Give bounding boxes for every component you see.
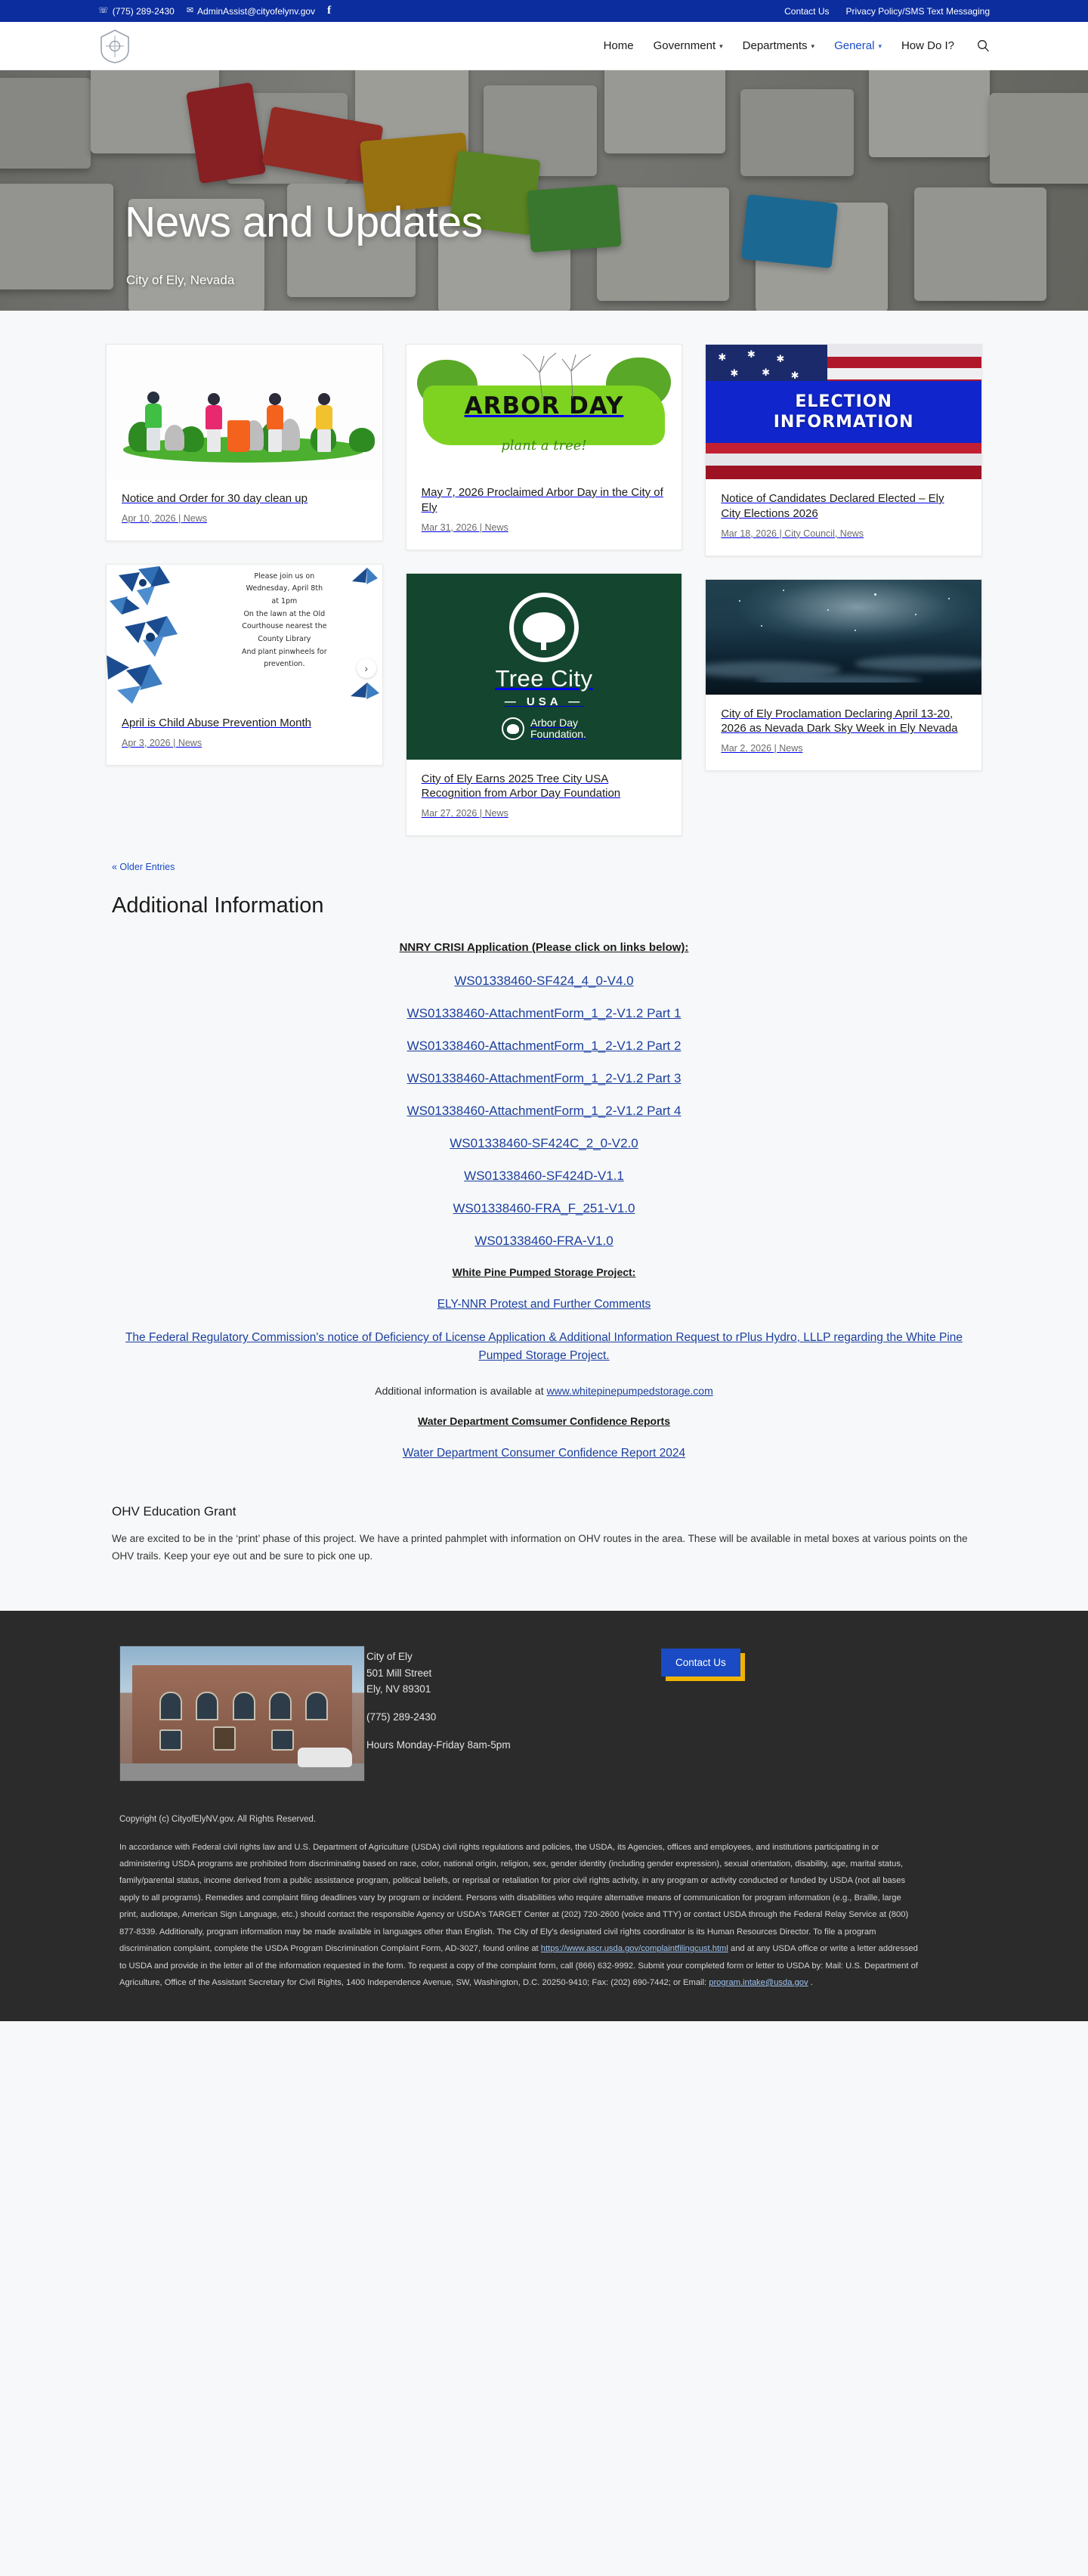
news-card[interactable]	[705, 579, 982, 772]
news-card-meta: Apr 10, 2026 | News	[122, 512, 208, 524]
news-card[interactable]	[705, 344, 982, 556]
white-pine-info-line	[106, 1385, 982, 1397]
news-card-image	[107, 565, 382, 704]
chevron-down-icon: ▾	[719, 42, 723, 50]
footer-city-state-zip: Ely, NV 89301	[366, 1683, 431, 1695]
crisi-document-link[interactable]: WS01338460-SF424C_2_0-V2.0	[450, 1136, 638, 1151]
pinwheel-flyer-illustration	[107, 565, 382, 704]
news-card-title: City of Ely Proclamation Declaring April 13-20, 2026 as Nevada Dark Sky Week in Ely Nevada	[721, 707, 958, 735]
election-line-2: INFORMATION	[773, 412, 914, 432]
crisi-document-link[interactable]: WS01338460-AttachmentForm_1_2-V1.2 Part 1	[406, 1006, 682, 1021]
crisi-document-link[interactable]: WS01338460-AttachmentForm_1_2-V1.2 Part 4	[406, 1104, 682, 1119]
news-card-meta: Mar 31, 2026 | News	[421, 522, 508, 533]
topbar-links-group	[784, 6, 990, 17]
nav-item-government[interactable]	[654, 39, 723, 52]
tree-city-usa-logo	[406, 574, 682, 760]
news-card-meta: Apr 3, 2026 | News	[122, 737, 202, 748]
news-card-title: May 7, 2026 Proclaimed Arbor Day in the City of Ely	[421, 486, 663, 514]
phone-icon: ☏	[98, 6, 109, 15]
site-footer	[0, 1611, 1088, 2022]
nav-label-general: General	[834, 39, 875, 52]
water-ccr-2024-link[interactable]: Water Department Consumer Confidence Report 2024	[402, 1447, 686, 1460]
top-utility-bar	[0, 0, 1088, 22]
news-card[interactable]	[106, 344, 383, 541]
flyer-line: Courthouse nearest the	[242, 622, 327, 631]
topbar-contact-us-link[interactable]: Contact Us	[784, 5, 830, 17]
legal-paragraph-3: .	[808, 1977, 813, 1987]
footer-address-column	[366, 1646, 661, 1754]
city-seal-icon	[98, 28, 131, 64]
crisi-document-link[interactable]: WS01338460-FRA_F_251-V1.0	[453, 1201, 635, 1216]
contact-us-button[interactable]: Contact Us	[661, 1649, 740, 1677]
mail-icon: ✉	[186, 6, 194, 15]
news-card[interactable]	[406, 573, 683, 837]
tree-city-usa-text: — USA —	[504, 695, 584, 709]
flyer-line: Please join us on	[254, 571, 315, 581]
nav-item-general[interactable]	[834, 39, 882, 52]
footer-phone: (775) 289-2430	[366, 1711, 437, 1723]
white-pine-ferc-notice-link[interactable]: The Federal Regulatory Commission's notice of Deficiency of License Application & Additional Information Request to rPlus Hydro, LLLP regarding the White Pine Pumped Storage Project.	[125, 1331, 963, 1363]
arbor-day-illustration	[406, 345, 682, 473]
footer-city-name: City of Ely	[366, 1650, 413, 1662]
flyer-text	[196, 571, 373, 671]
chevron-down-icon: ▾	[811, 42, 815, 50]
white-pine-website-link[interactable]: www.whitepinepumpedstorage.com	[546, 1385, 713, 1398]
flyer-line: County Library	[258, 634, 311, 643]
arbor-day-word: ARBOR DAY	[464, 392, 624, 420]
additional-information-section	[106, 859, 982, 1474]
nav-label-how-do-i: How Do I?	[901, 39, 954, 52]
page-title: News and Updates	[125, 198, 483, 247]
dark-sky-photo	[706, 580, 981, 695]
news-card-title: Notice of Candidates Declared Elected – Ely City Elections 2026	[721, 492, 944, 520]
crisi-document-link[interactable]: WS01338460-SF424D-V1.1	[464, 1169, 624, 1184]
nav-item-departments[interactable]	[743, 39, 814, 52]
ohv-body-text: We are excited to be in the ‘print’ phase of this project. We have a printed pahmplet with information on OHV routes in the area. These will be available in metal boxes at various points on the OHV trails. Keep your eye out and be sure to pick one up.	[112, 1533, 968, 1562]
flyer-line: prevention.	[264, 660, 305, 669]
legal-paragraph-1: In accordance with Federal civil rights law and U.S. Department of Agriculture (USDA) civil rights regulations and policies, the USDA, its Agencies, offices and employees, and institutions participating in or administering USDA programs are prohibited from discriminating based on race, color, national origin, religion, sex, gender identity (including gender expression), sexual orientation, disability, age, marital status, family/parental status, income derived from a public assistance program, political beliefs, or reprisal or retaliation for prior civil rights activity, in any program or activity conducted or funded by USDA (not all bases apply to all programs). Remedies and complaint filing deadlines vary by program or incident. Persons with disabilities who require alternative means of communication for program information (e.g., Braille, large print, audiotape, American Sign Language, etc.) should contact the responsible Agency or USDA's TARGET Center at (202) 720-2600 (voice and TTY) or contact USDA through the Federal Relay Service at (800) 877-8339. Additionally, program information may be made available in languages other than English. The City of Ely's designated civil rights coordinator is its Human Resources Director. To file a program discrimination complaint, complete the USDA Program Discrimination Complaint Form, AD-3027, found online at	[119, 1842, 909, 1954]
crisi-document-link[interactable]: WS01338460-AttachmentForm_1_2-V1.2 Part 2	[406, 1039, 682, 1054]
additional-information-heading: Additional Information	[112, 893, 324, 918]
older-entries-link[interactable]: « Older Entries	[112, 862, 175, 873]
footer-copyright: Copyright (c) CityofElyNV.gov. All Rights Reserved.	[119, 1814, 317, 1824]
search-button[interactable]	[974, 39, 990, 52]
crisi-document-link[interactable]: WS01338460-SF424_4_0-V4.0	[454, 974, 634, 989]
white-pine-protest-link[interactable]: ELY-NNR Protest and Further Comments	[437, 1298, 651, 1311]
footer-button-column	[661, 1646, 982, 1677]
search-icon	[977, 39, 990, 52]
topbar-contact-group	[98, 5, 331, 17]
news-card-title: Notice and Order for 30 day clean up	[122, 492, 308, 505]
page-subtitle: City of Ely, Nevada	[126, 273, 235, 287]
topbar-email-link[interactable]	[187, 6, 315, 17]
nav-item-how-do-i[interactable]	[901, 39, 954, 52]
flyer-line: On the lawn at the Old	[243, 609, 326, 618]
news-card-meta: Mar 18, 2026 | City Council, News	[721, 528, 864, 539]
footer-image-column	[106, 1646, 366, 1782]
nav-item-home[interactable]	[604, 39, 634, 52]
nav-label-home: Home	[603, 39, 634, 52]
election-information-graphic: ✱ ✱ ✱ ✱ ✱ ✱ ELECTION INFORMATION	[706, 345, 981, 479]
main-navigation	[604, 39, 990, 52]
topbar-privacy-policy-link[interactable]: Privacy Policy/SMS Text Messaging	[845, 5, 990, 17]
facebook-link[interactable]	[327, 5, 331, 17]
usda-complaint-form-link[interactable]: https://www.ascr.usda.gov/complaintfilingcust.html	[540, 1944, 728, 1954]
site-header	[0, 22, 1088, 70]
adf-line-1: Arbor Day	[530, 717, 579, 729]
crisi-document-link[interactable]: WS01338460-FRA-V1.0	[474, 1234, 614, 1249]
tree-icon	[509, 593, 579, 662]
nav-label-government: Government	[653, 39, 716, 52]
flyer-line: at 1pm	[271, 597, 298, 606]
water-department-heading: Water Department Comsumer Confidence Reports	[418, 1415, 670, 1428]
white-pine-info-prefix: Additional information is available at	[375, 1385, 547, 1398]
flyer-line: And plant pinwheels for	[241, 647, 327, 656]
crisi-heading: NNRY CRISI Application (Please click on links below):	[399, 941, 689, 955]
chevron-down-icon: ▾	[878, 42, 882, 50]
news-card-image	[107, 345, 382, 479]
news-card-title: City of Ely Earns 2025 Tree City USA Recognition from Arbor Day Foundation	[421, 772, 621, 800]
arbor-day-script: plant a tree!	[501, 438, 587, 454]
news-card-image	[406, 574, 682, 760]
flyer-line: Wednesday, April 8th	[246, 584, 323, 593]
cleanup-illustration	[107, 345, 382, 479]
news-card-title: April is Child Abuse Prevention Month	[122, 716, 311, 729]
legal-paragraph-2: and at any USDA office or write a letter addressed to USDA and provide in the letter all of the information requested in the form. To request a copy of the complaint form, call (866) 632-9992. Submit your completed form or letter to USDA by: Mail: U.S. Department of Agriculture, Office of the Assistant Secretary for Civil Rights, 1400 Independence Avenue, SW, Washington, D.C. 20250-9410; Fax: (202) 690-7442; or Email:	[119, 1944, 918, 1987]
news-card-image	[706, 345, 981, 479]
news-card[interactable]	[106, 564, 383, 766]
footer-legal-notice	[106, 1839, 982, 1992]
election-line-1: ELECTION	[795, 392, 892, 411]
topbar-phone-link[interactable]	[98, 6, 175, 17]
crisi-document-link[interactable]: WS01338460-AttachmentForm_1_2-V1.2 Part 3	[406, 1071, 682, 1086]
news-card-image	[706, 580, 981, 695]
news-card-section	[0, 311, 1088, 859]
usda-email-link[interactable]: program.intake@usda.gov	[709, 1977, 808, 1987]
site-logo[interactable]	[98, 28, 131, 64]
ohv-heading: OHV Education Grant	[112, 1504, 236, 1519]
crisi-links-block	[106, 918, 982, 1474]
footer-hours: Hours Monday-Friday 8am-5pm	[366, 1739, 511, 1751]
city-hall-photo	[119, 1646, 365, 1782]
news-card-image	[406, 345, 682, 473]
topbar-email-text: AdminAssist@cityofelynv.gov	[197, 5, 316, 17]
tree-city-name: Tree City	[495, 665, 593, 692]
hero-banner	[0, 70, 1088, 311]
news-card-grid	[106, 344, 982, 859]
news-card-meta: Mar 27, 2026 | News	[421, 808, 508, 819]
news-card-meta: Mar 2, 2026 | News	[721, 743, 803, 754]
footer-street: 501 Mill Street	[366, 1667, 432, 1679]
topbar-phone-text: (775) 289-2430	[112, 5, 175, 17]
nav-label-departments: Departments	[742, 39, 808, 52]
arbor-day-foundation-icon	[502, 717, 524, 740]
adf-line-2: Foundation.	[530, 728, 586, 741]
news-card[interactable]	[406, 344, 683, 550]
ohv-education-grant-section	[106, 1504, 982, 1610]
carousel-next-arrow-icon[interactable]: ›	[357, 658, 376, 678]
white-pine-heading: White Pine Pumped Storage Project:	[452, 1266, 636, 1279]
facebook-icon: f	[327, 5, 332, 17]
